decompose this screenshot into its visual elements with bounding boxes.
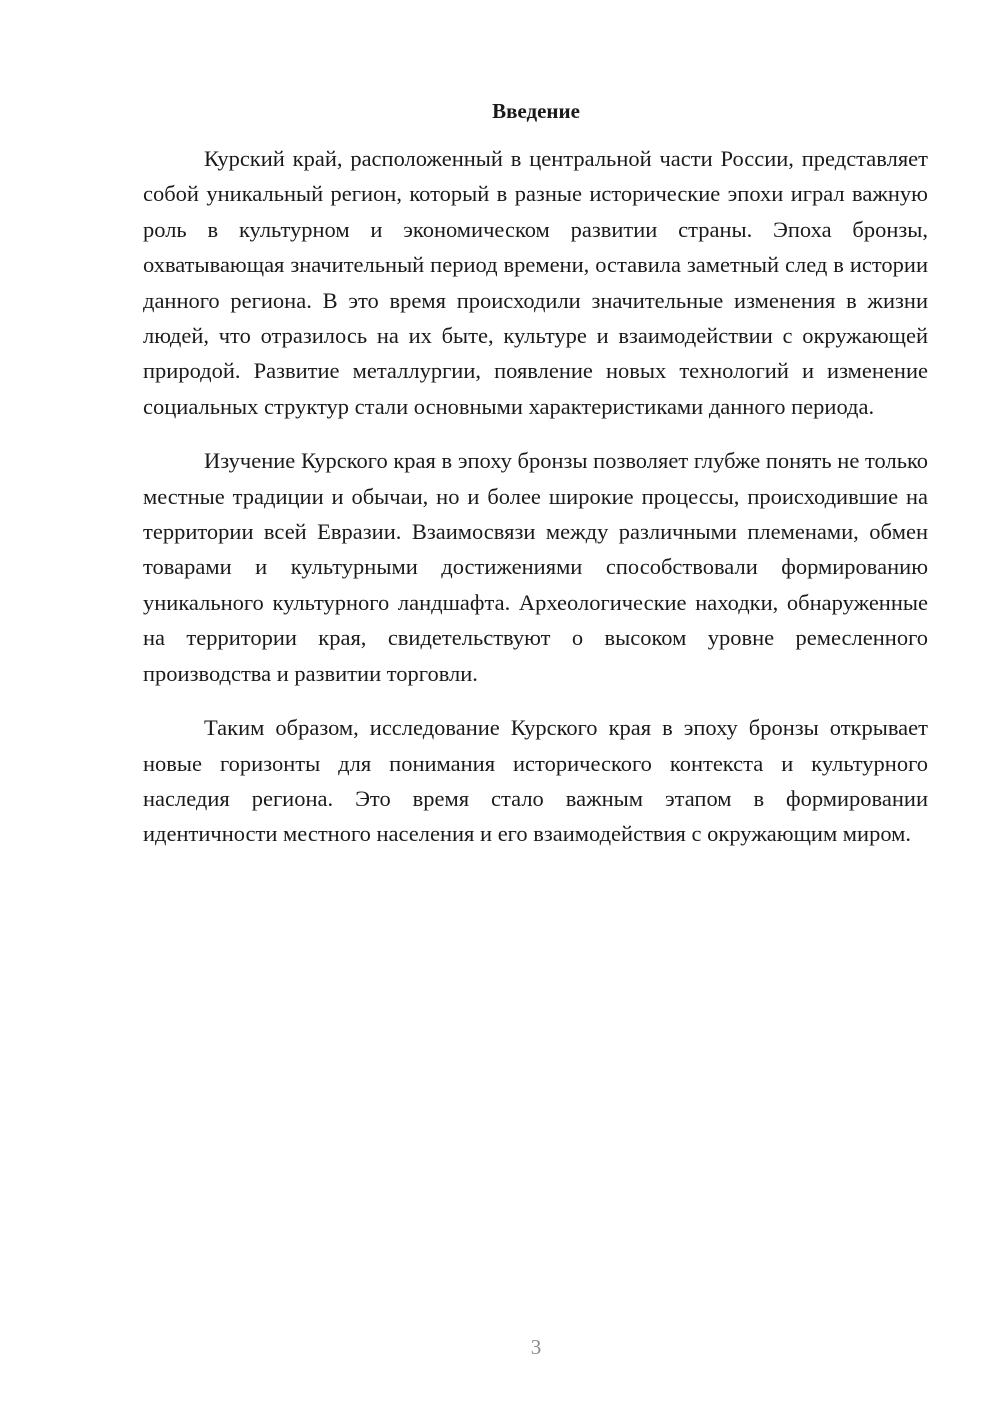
paragraph-2: Изучение Курского края в эпоху бронзы позволяет глубже понять не только местные традиции и обычаи, но и более широкие процессы, происходившие на территории всей Евразии. Взаимосвязи между различными племенами, обмен товарами и культурными достижениями способствовали формированию уникального культурного ландшафта. Археологические находки, обнаруженные на территории края, свидетельствуют о высоком уровне ремесленного производства и развитии торговли.: [143, 448, 928, 686]
page-number: 3: [530, 1335, 542, 1359]
paragraph-1: Курский край, расположенный в центральной части России, представляет собой уникальный регион, который в разные исторические эпохи играл важную роль в культурном и экономическом развитии страны. Эпоха бронзы, охватывающая значительный период времени, оставила заметный след в истории данного региона. В это время происходили значительные изменения в жизни людей, что отразилось на их быте, культуре и взаимодействии с окружающей природой. Развитие металлургии, появление новых технологий и изменение социальных структур стали основными характеристиками данного периода.: [143, 146, 928, 419]
section-heading: Введение: [492, 99, 580, 123]
paragraph-3: Таким образом, исследование Курского края в эпоху бронзы открывает новые горизонты для понимания исторического контекста и культурного наследия региона. Это время стало важным этапом в формировании идентичности местного населения и его взаимодействия с окружающим миром.: [143, 715, 928, 847]
body-text: [143, 141, 928, 871]
